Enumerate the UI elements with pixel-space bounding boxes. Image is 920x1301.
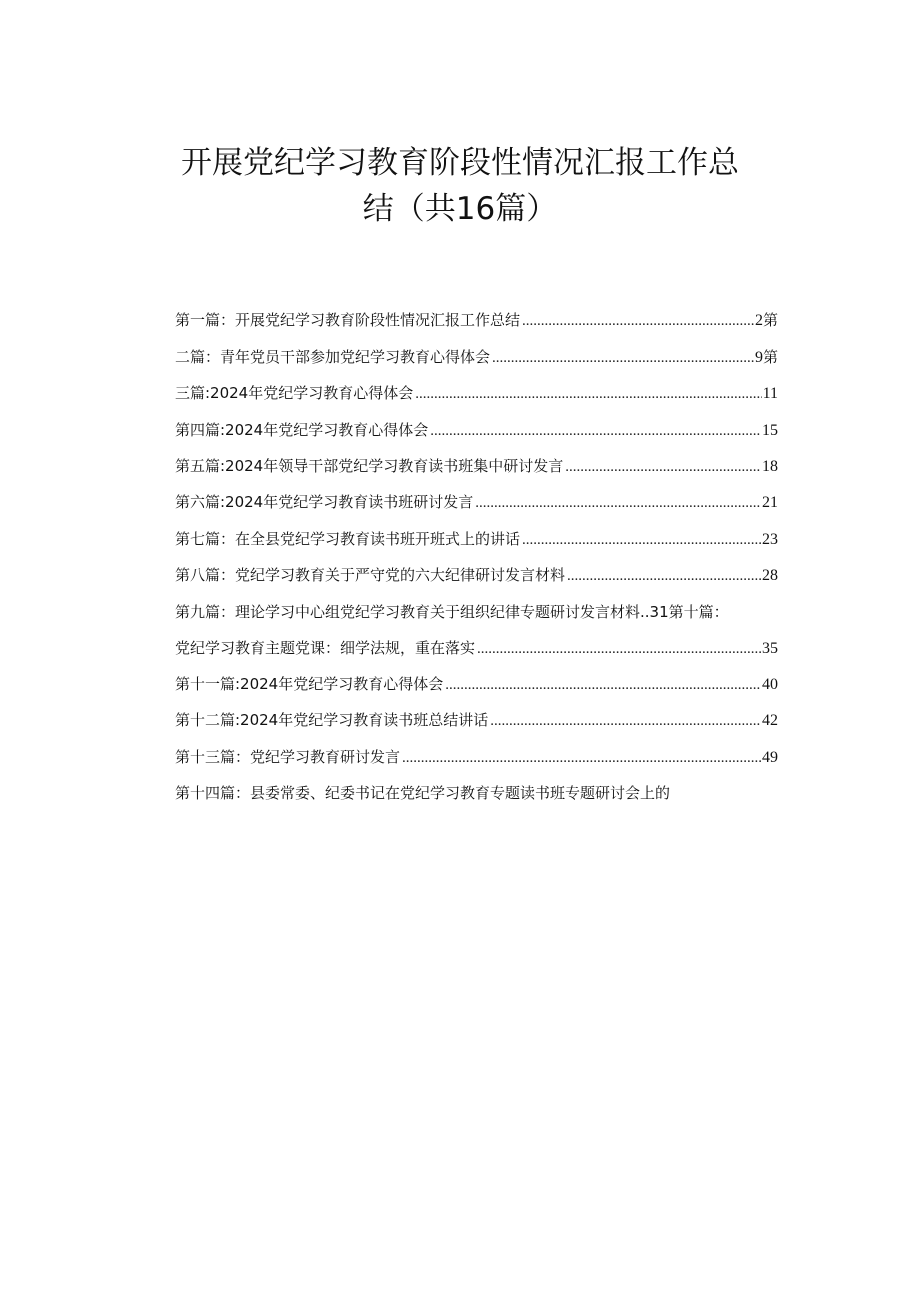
toc-leader-dots [490,709,761,733]
toc-leader-dots [522,528,761,552]
toc-entry-8[interactable] [175,563,800,587]
toc-entry-3[interactable] [175,381,800,405]
toc-entry-title: 第一篇：开展党纪学习教育阶段性情况汇报工作总结 [175,311,521,329]
toc-entry-7[interactable] [175,527,800,551]
toc-page-number: 9 [754,349,763,366]
toc-leader-dots [415,382,761,406]
toc-entry-title: 党纪学习教育主题党课：细学法规，重在落实 [175,639,476,657]
toc-entry-14[interactable] [175,781,800,805]
toc-entry-title: 第十二篇:2024年党纪学习教育读书班总结讲话 [175,711,489,729]
toc-page-number: 18 [762,458,778,475]
toc-entry-title: 第六篇:2024年党纪学习教育读书班研讨发言 [175,493,474,511]
toc-leader-dots [567,564,761,588]
toc-entry-suffix: 第 [762,348,778,366]
toc-page-number: 11 [762,385,778,402]
toc-leader-dots [402,746,761,770]
toc-entry-12[interactable] [175,708,800,732]
toc-entry-title: 三篇:2024年党纪学习教育心得体会 [175,384,414,402]
toc-entry-title: 第十四篇：县委常委、纪委书记在党纪学习教育专题读书班专题研讨会上的 [175,784,671,802]
toc-page-number: 15 [762,422,778,439]
toc-page-number: 49 [762,749,778,766]
toc-entry-10[interactable] [175,636,800,660]
toc-entry-6[interactable] [175,490,800,514]
toc-page-number: 23 [762,531,778,548]
toc-leader-dots [445,673,761,697]
toc-page-number: 35 [762,640,778,657]
toc-leader-dots [565,455,761,479]
toc-entry-5[interactable] [175,454,800,478]
toc-entry-title: 第十一篇:2024年党纪学习教育心得体会 [175,675,444,693]
toc-entry-11[interactable] [175,672,800,696]
toc-page-number: 28 [762,567,778,584]
toc-leader-dots [477,637,761,661]
toc-entry-1[interactable] [175,308,800,332]
document-title-line-1: 开展党纪学习教育阶段性情况汇报工作总 [181,145,739,181]
toc-leader-dots [492,346,754,370]
toc-entry-title: 第五篇:2024年领导干部党纪学习教育读书班集中研讨发言 [175,457,564,475]
toc-page-number: 40 [762,676,778,693]
toc-leader-dots [430,419,761,443]
toc-entry-suffix: 第 [762,311,778,329]
toc-entry-title: 第七篇：在全县党纪学习教育读书班开班式上的讲话 [175,530,521,548]
document-title-line-2: 结（共16篇） [362,191,558,227]
toc-page-number: 2 [754,312,763,329]
toc-page-number: 42 [762,712,778,729]
toc-entry-2[interactable] [175,345,800,369]
toc-entry-13[interactable] [175,745,800,769]
toc-entry-9[interactable] [175,600,800,624]
toc-entry-title: 第八篇：党纪学习教育关于严守党的六大纪律研讨发言材料 [175,566,566,584]
toc-entry-title: 第四篇:2024年党纪学习教育心得体会 [175,421,429,439]
toc-entry-title: 二篇：青年党员干部参加党纪学习教育心得体会 [175,348,491,366]
toc-leader-dots [522,309,754,333]
toc-entry-title: 第九篇：理论学习中心组党纪学习教育关于组织纪律专题研讨发言材料..31第十篇： [175,603,729,621]
toc-entry-title: 第十三篇：党纪学习教育研讨发言 [175,748,401,766]
toc-entry-4[interactable] [175,418,800,442]
toc-leader-dots [475,491,761,515]
toc-page-number: 21 [762,494,778,511]
